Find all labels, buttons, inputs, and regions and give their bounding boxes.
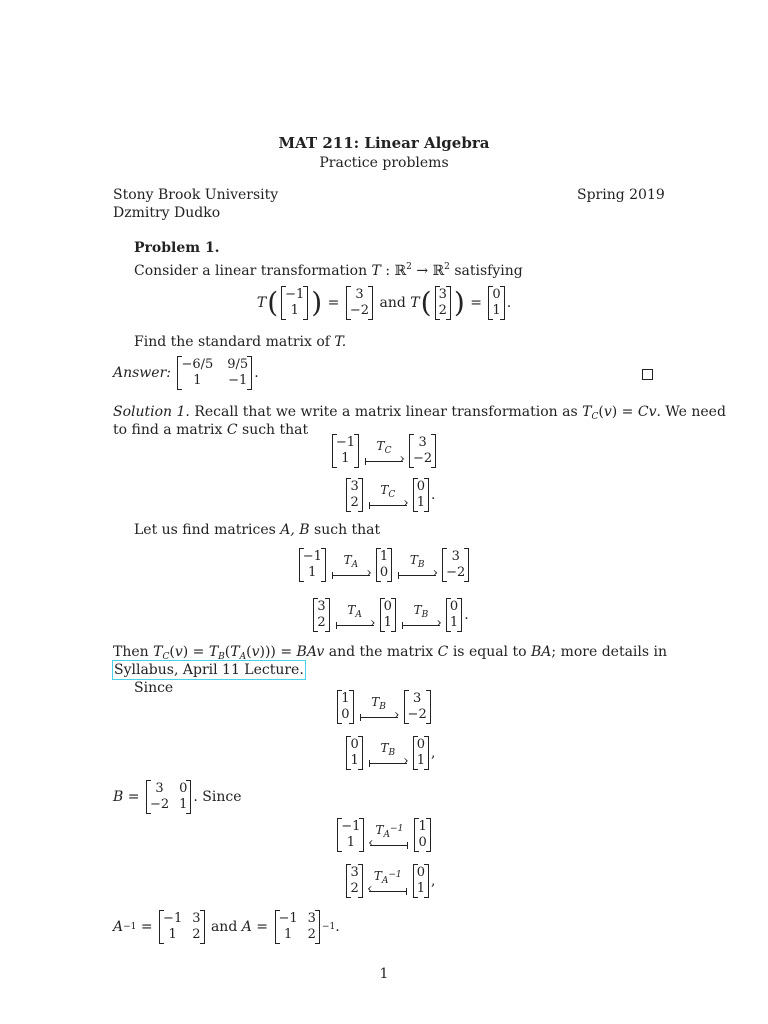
tb-mapping-2: 0 1 $T_B$ › 0 1 , (0, 736, 768, 770)
page-number: 1 (379, 966, 389, 982)
qed-box (642, 369, 653, 380)
ta-tb-mapping-1: −1 1 $T_A$ › 1 0 $T_B$ › 3 −2 (0, 548, 768, 582)
university: Stony Brook University (113, 187, 279, 203)
problem-heading: Problem 1. (134, 240, 220, 256)
b-matrix: B = 3 0 −2 1 . Since (113, 781, 242, 812)
syllabus-link[interactable]: Syllabus, April 11 Lecture. (114, 662, 304, 678)
answer: Answer: −6/5 9/5 1 −1 . (113, 357, 259, 388)
solution-paragraph-2: Let us find matrices A, B such that (134, 522, 381, 538)
page-title: MAT 211: Linear Algebra (278, 134, 490, 152)
since-1: Since (134, 680, 174, 696)
author: Dzmitry Dudko (113, 205, 221, 221)
ta-inverse-mapping-1: −1 1 $T_{A^{-1}}$ › 1 0 (0, 818, 768, 852)
tc-mapping-2: 3 2 $T_C$ › 0 1 . (0, 478, 768, 512)
solution-paragraph-3: Then $T_C(v) = T_B(T_A(v))$) = BAv and the matrix C is equal to BA; more details in (113, 644, 668, 662)
tc-mapping-1: −1 1 $T_C$ › 3 −2 (0, 434, 768, 468)
solution-paragraph-1b: to find a matrix C such that (113, 422, 309, 438)
term: Spring 2019 (577, 187, 665, 203)
problem-find: Find the standard matrix of T. (134, 334, 347, 350)
problem-statement: Consider a linear transformation T : ℝ$^2$ → ℝ$^2$ satisfying (134, 262, 523, 279)
a-inverse-matrix: A −1 = −1 3 1 2 and A = −1 3 1 2 −1 . (113, 911, 340, 942)
ta-tb-mapping-2: 3 2 $T_A$ › 0 1 $T_B$ › 0 1 . (0, 598, 768, 632)
ta-inverse-mapping-2: 3 2 $T_{A^{-1}}$ › 0 1 , (0, 864, 768, 898)
page-subtitle: Practice problems (319, 155, 449, 171)
problem-equation: T ( −1 1 ) = 3 −2 and T ( 3 2 ) = 0 1 . (256, 286, 512, 319)
solution-paragraph-1: Solution 1. Recall that we write a matrix linear transformation as $T_C(v) = Cv$. We need (113, 404, 726, 422)
tb-mapping-1: 1 0 $T_B$ › 3 −2 (0, 690, 768, 724)
